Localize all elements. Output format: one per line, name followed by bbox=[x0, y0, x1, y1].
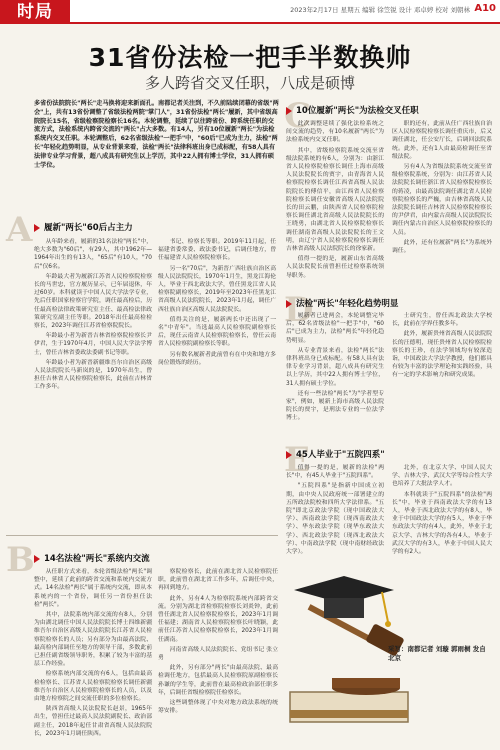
body-paragraph: 陕西省高级人民法院院长赵景，1965年出生，曾担任过最高人民法院副院长、政治部副主任，2018年起任甘肃省高级人民法院院长，2023年1月调任陕西。 bbox=[34, 706, 152, 737]
headline: 31省份法检一把手半数换帅 bbox=[88, 43, 412, 72]
body-paragraph: 这些调整体现了中央对地方政法系统的统筹安排。 bbox=[158, 700, 278, 715]
section-d-letter: D bbox=[284, 290, 314, 330]
body-paragraph: 此外，另有部分"两长"由最高法院、最高检调任地方，包括最高人民检察院原副检察长孙谦的学生等，此前曾在最高检政治部任职多年，后调任省级检察院任检察长。 bbox=[158, 665, 278, 696]
column-c2 bbox=[392, 120, 492, 292]
column-e1 bbox=[286, 464, 384, 564]
body-paragraph: 年龄最大者为履新江苏省人民检察院检察长的马世忠，官方履历显示，已年届退休，年过60岁。本科就读于中国人民大学法学专业，先后任职国家检察官学院，调任最高检后，历任最高检法律政策研究室主任、最高检法律政策研究室副主任等职。2018年出任最高检检察长，2023年调任江苏省检察院院长。 bbox=[34, 273, 152, 330]
body-paragraph: "五院四系"是指新中国成立初期，由中央人民政府统一部署建立的五所政法院校和四所大学法律系。"五院"即北京政法学院（现中国政法大学）、西南政法学院（现西南政法大学）、华东政法学院（现华东政法大学）、西北政法学院（现西北政法大学）、中南政法学院（现中南财经政法大学）。 bbox=[286, 483, 384, 556]
body-paragraph: 本科就读于"五院四系"的法检"两长"中，毕业于西南政法大学的有13人，毕业于西北政法大学的有8人，毕业于中国政法大学的有5人，毕业于华东政法大学的有4人，此外，毕业于北京大学、吉林大学的各有4人，毕业于武汉大学的有3人，毕业于中国人民大学的有2人。 bbox=[392, 491, 492, 556]
body-paragraph: 年龄最小者为新晋新疆维吾尔自治区高级人民法院院长马新岚的是，1970年出生，曾担任吉林省人民检察院检察长，此前在吉林省工作多年。 bbox=[34, 359, 152, 391]
lead-paragraph: 多省份法院院长"两长"走马换将迎来新面孔。南都记者关注到，不久前陆续闭幕的省级"两会"上，共有13省份调整了省级法检两院"掌门人"，31省份法检"两长"履新，其中省级高院院长15名，省级检察院检察长16名。本轮调整，延续了以往跨省份、跨系统任职的交流方式，法检系统内跨省交流的"两长"占大多数。有14人，另有10位履新"两长"为法检系统内交叉任职。本轮调整后，62名省级法检"一把手"中，"60后"已成为主力，法检"两长"年轻化趋势明显，从专业背景来看，法检"两长"法律科班出身已成标配，有58人具有法律专业学习背景，超八成具有研究生以上学历，其中22人拥有博士学位，31人拥有硕士学位。 bbox=[34, 100, 279, 169]
body-paragraph: 北外，在北京大学、中国人民大学、吉林大学、武汉大学等综合性大学也培养了大批法学人才。 bbox=[392, 465, 492, 488]
section-e-title: 45人毕业于"五院四系" bbox=[286, 448, 385, 460]
column-c1 bbox=[286, 120, 384, 292]
section-b-letter: B bbox=[6, 540, 35, 580]
column-b2 bbox=[158, 568, 278, 744]
body-paragraph: 从年龄来看，履新的31名法检"两长"中，绝大多数为"60后"，有29人，其中1962年—1964年出生的有13人，"65后"有10人，"70后"仅6名。 bbox=[34, 239, 152, 270]
column-b1 bbox=[34, 568, 152, 744]
arrow-icon bbox=[286, 451, 292, 459]
body-paragraph: 值得关注的是，履新两长中还出现了一名"中青年"。当选最高人民检察院副检察长后，现任云南省人民检察院检察长，曾任云南省人民检察院副检察长等职。 bbox=[158, 316, 276, 348]
section-c-title: 10位履新"两长"为法检交叉任职 bbox=[286, 104, 419, 116]
arrow-icon bbox=[286, 107, 292, 115]
body-paragraph: 履新者已进两会，本轮调整完毕后，62名省级法检"一把手"中，"60后"已成为主力，法检"两长"年轻化趋势明显。 bbox=[286, 313, 384, 344]
column-a1 bbox=[34, 238, 152, 530]
body-paragraph: 此外，另有4人为检察院系统内部跨省交流。分别为湖北省检察院检察长刘炎钟，此前曾任湖北省人民检察院检察长，2023年1月调任福建；湖南省人民检察院检察长叶晓颖，此前任江苏省人民检察院检察长，2023年1月调任湖南。 bbox=[158, 595, 278, 643]
section-a-letter: A bbox=[6, 210, 33, 250]
body-paragraph: 士研究生，曾任西北政法大学校长，此前在学界任教多年。 bbox=[392, 313, 492, 328]
body-paragraph: 书记、检察长等职。2019年11月起，任福建省委常委、政法委书记，后调任地方，曾任福建省人民检察院检察长。 bbox=[158, 239, 276, 262]
body-paragraph: 其中，省级检察院系统交流至省级法院系统的有6人，分别为：由浙江省人民检察院检察长调任上海市高级人民法院院长的贾宇，由青海省人民检察院检察长调任江西省高级人民法院院长的傅信平，由江西省人民检察院检察长调任安徽省高级人民法院院长的田云鹏，由陕西省人民检察院检察长调任湖北省高级人民法院院长的王晓勇，由湖北省人民检察院检察长调任湖南省高级人民法院院长的王文明，由辽宁省人民检察院检察长调任吉林省高级人民法院院长的徐家新。 bbox=[286, 147, 384, 253]
body-paragraph: 另有4人为省级法院系统交流至省级检察院系统，分别为：由江苏省人民法院院长调任浙江省人民检察院检察长的蒋凌，由最高法院调任湖北省人民检察院检察长的严巍，由吉林省高级人民法院院长调任吉林省人民检察院检察长的尹伊君，由内蒙古高级人民法院院长调任内蒙古自治区人民检察院检察长的人员。 bbox=[392, 164, 492, 236]
section-b-title: 14名法检"两长"系统内交流 bbox=[34, 552, 150, 564]
section-d-title: 法检"两长"年轻化趋势明显 bbox=[286, 297, 398, 309]
body-paragraph: 从任职方式来看，本轮省级法检"两长"调整中，延续了此前的跨省交流和系统内交流方式。14名法检"两长"属于系统内交流，即从本系统内的一个省份，调任另一省份担任法检"两长"。 bbox=[34, 569, 152, 608]
body-paragraph: 此外，还有位履新"两长"为系统外调任。 bbox=[392, 239, 492, 255]
body-paragraph: 检察系统内部交流的有6人，包括由最高检检察长、江苏省人民检察院检察长调任新疆维吾尔自治区人民检察院检察长的人员，以及由地方检察院之间交流任职的多位检察长。 bbox=[34, 671, 152, 703]
body-paragraph: 职的还有，此前从任广西壮族自治区人民检察院检察长调任重庆市，后又调任湖北，任公安厅长，后调回法院系统。此外，还有1人由最高检调任至省级法院。 bbox=[392, 121, 492, 160]
section-a-title: 履新"两长"60后占主力 bbox=[34, 221, 133, 233]
body-paragraph: 此次调整延续了强化法检系统之间交流的趋势，有10名履新"两长"为法检系统内交叉任职。 bbox=[286, 121, 384, 144]
article-credit: 采写：南都记者 刘璇 郭雨桐 发自北京 bbox=[388, 645, 486, 662]
page-topbar bbox=[0, 0, 500, 24]
arrow-icon bbox=[286, 300, 292, 308]
body-paragraph: 从专业背景来看，法检"两长"法律科班出身已成标配。有58人具有法律专业学习背景，超八成具有研究生以上学历，其中22人拥有博士学位，31人拥有硕士学位。 bbox=[286, 347, 384, 387]
body-paragraph: 年龄最小者为新晋吉林省检察院检察长尹伊君，生于1970年4月，中国人民大学法学博士，曾任吉林省委政法委副书记等职。 bbox=[34, 333, 152, 356]
body-paragraph: 值得一提的是，履新的法检"两长"中，有45人毕业于"五院四系"。 bbox=[286, 465, 384, 480]
page-number: A10 bbox=[474, 3, 496, 14]
arrow-icon bbox=[34, 555, 40, 563]
body-paragraph: 察院检察长，此前在湖北省人民检察院任职，此前曾在湖北省工作多年，后调任中央，再回到地方。 bbox=[158, 569, 278, 592]
subheadline: 多人跨省交叉任职，八成是硕博 bbox=[144, 74, 355, 92]
body-paragraph: 还有一些法检"两长"为"学者型专家"，例如，履新上海市高级人民法院院长的贾宇，是刑法专业的一位法学博士。 bbox=[286, 390, 384, 422]
section-c-letter: C bbox=[284, 96, 312, 136]
column-d2 bbox=[392, 312, 492, 432]
divider bbox=[6, 535, 278, 536]
arrow-icon bbox=[34, 224, 40, 232]
body-paragraph: 此外，履新贵州省高级人民法院院长的汪德明，现任贵州省人民检察院检察长的王珍，在法学领域均有较深造诣，中国政法大学法学教授，他们都具有较为丰富的法学理论和实践经验，具有一定的学术影响力和研究成果。 bbox=[392, 331, 492, 379]
section-tag: 时局 bbox=[0, 0, 70, 24]
body-paragraph: 另一名"70后"，为新晋广西壮族自治区高级人民法院院长，1970年1月生，黑龙江海伦人，毕业于西北政法大学，曾任黑龙江省人民检察院副检察长，2019年至2023年任黑龙江省高级人民法院院长，2023年1月起，调任广西壮族自治区高级人民法院院长。 bbox=[158, 265, 276, 313]
column-d1 bbox=[286, 312, 384, 432]
body-paragraph: 另有数名履新者此前曾有在中央和地方多岗位锻炼的经历。 bbox=[158, 351, 276, 366]
column-a2 bbox=[158, 238, 276, 530]
dateline: 2023年2月17日 星期五 编辑 徐笠锐 设计 邓卓婷 校对 刘朝林 bbox=[290, 6, 470, 14]
section-e-letter: E bbox=[284, 440, 310, 480]
body-paragraph: 其中，法院系统内部交流的有8人，分别为由湖北调任中国人民法院院长博士四维新疆维吾尔自治区高级人民法院院长江苏省人民检察院检察长的人员；另有部分为由最高法院、最高检内部调任至地方的领导干部，多数此前已担任副省级领导职务，积累了较为丰富的基层工作经验。 bbox=[34, 612, 152, 668]
body-paragraph: 值得一提的是，履新山东省高级人民法院院长前曾担任过检察系统领导职务。 bbox=[286, 256, 384, 279]
body-paragraph: 河南省高级人民法院院长、党组书记 张立勇 bbox=[158, 646, 278, 662]
